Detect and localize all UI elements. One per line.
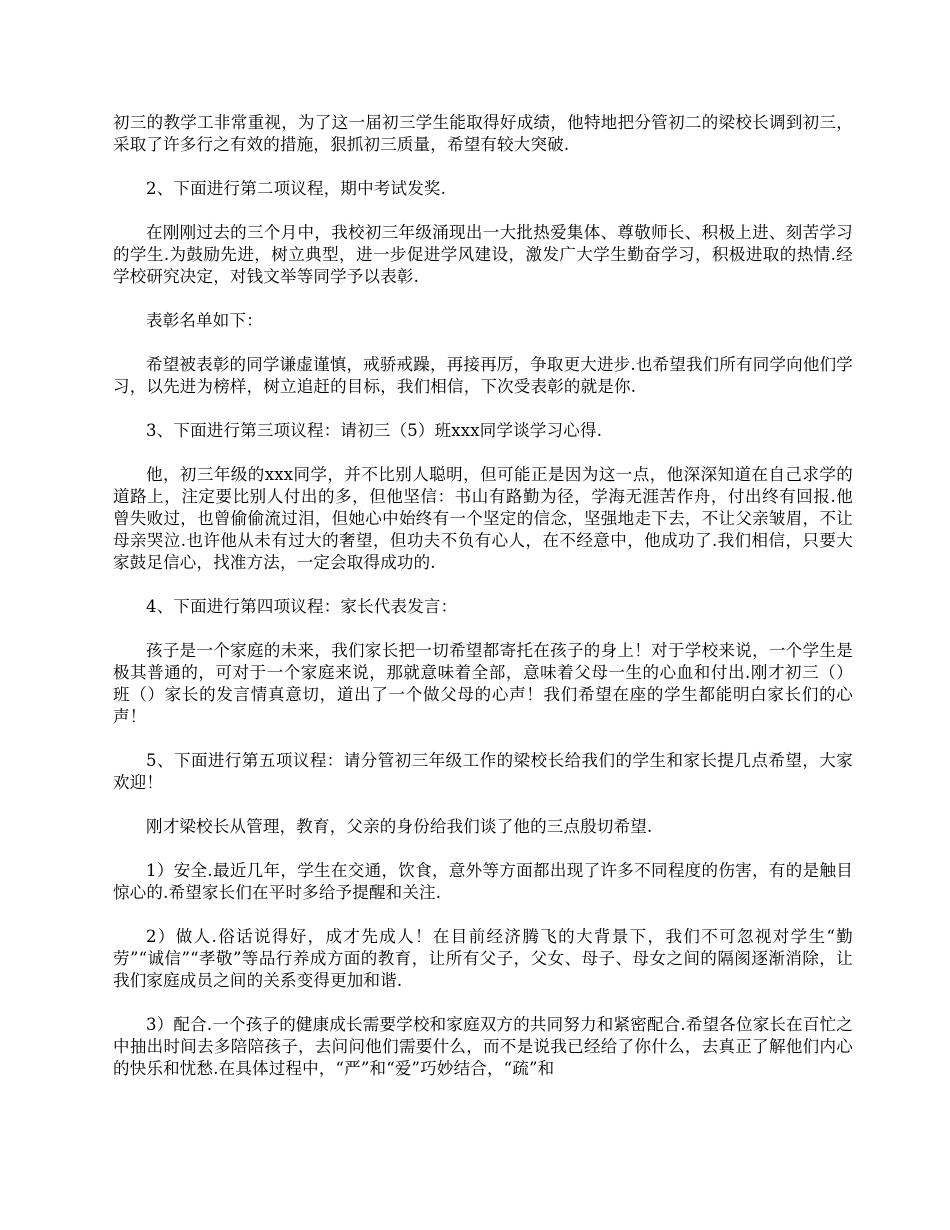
paragraph-principal-summary: 刚才梁校长从管理，教育，父亲的身份给我们谈了他的三点殷切希望. [146, 817, 653, 836]
paragraph-agenda-item-3: 3、下面进行第三项议程：请初三（5）班xxx同学谈学习心得. [146, 421, 603, 440]
paragraph-point-cooperation: 3）配合.一个孩子的健康成长需要学校和家庭双方的共同努力和紧密配合.希望各位家长在百忙之中抽出时间去多陪陪孩子，去问问他们需要什么，而不是说我已经给了你什么，去真正了解他们内心的快乐和忧愁.在具体过程中，“严”和“爱”巧妙结合，“疏”和 [113, 1015, 853, 1078]
paragraph-student-introduction: 他，初三年级的xxx同学，并不比别人聪明，但可能正是因为这一点，他深深知道在自己求学的道路上，注定要比别人付出的多，但他坚信：书山有路勤为径，学海无涯苦作舟，付出终有回报.他曾失败过，也曾偷偷流过泪，但她心中始终有一个坚定的信念，坚强地走下去，不让父亲皱眉，不让母亲哭泣.也许他从未有过大的奢望，但功夫不负有心人，在不经意中，他成功了.我们相信，只要大家鼓足信心，找准方法，一定会取得成功的. [113, 465, 853, 572]
paragraph-agenda-item-5: 5、下面进行第五项议程：请分管初三年级工作的梁校长给我们的学生和家长提几点希望，大家欢迎！ [113, 751, 853, 792]
paragraph-award-list-heading: 表彰名单如下： [146, 311, 263, 330]
paragraph-intro-continued: 初三的教学工非常重视，为了这一届初三学生能取得好成绩，他特地把分管初二的梁校长调到初三，采取了许多行之有效的措施，狠抓初三质量，希望有较大突破. [113, 113, 853, 154]
paragraph-award-intro: 在刚刚过去的三个月中，我校初三年级涌现出一大批热爱集体、尊敬师长、积极上进、刻苦学习的学生.为鼓励先进，树立典型，进一步促进学风建设，激发广大学生勤奋学习，积极进取的热情.经学校研究决定，对钱文举等同学予以表彰. [113, 223, 853, 286]
document-body [113, 112, 853, 1102]
paragraph-award-encouragement: 希望被表彰的同学谦虚谨慎，戒骄戒躁，再接再厉，争取更大进步.也希望我们所有同学向他们学习，以先进为榜样，树立追赶的目标，我们相信，下次受表彰的就是你. [113, 355, 853, 396]
paragraph-parent-remarks: 孩子是一个家庭的未来，我们家长把一切希望都寄托在孩子的身上！对于学校来说，一个学生是极其普通的，可对于一个家庭来说，那就意味着全部，意味着父母一生的心血和付出.刚才初三（）班（）家长的发言情真意切，道出了一个做父母的心声！我们希望在座的学生都能明白家长们的心声！ [113, 641, 853, 726]
paragraph-point-safety: 1）安全.最近几年，学生在交通，饮食，意外等方面都出现了许多不同程度的伤害，有的是触目惊心的.希望家长们在平时多给予提醒和关注. [113, 861, 853, 902]
paragraph-agenda-item-4: 4、下面进行第四项议程：家长代表发言： [146, 597, 458, 616]
paragraph-agenda-item-2: 2、下面进行第二项议程，期中考试发奖. [146, 179, 447, 198]
paragraph-point-character: 2）做人.俗话说得好，成才先成人！在目前经济腾飞的大背景下，我们不可忽视对学生“勤劳”“诚信”“孝敬”等品行养成方面的教育，让所有父子，父女、母子、母女之间的隔阂逐渐消除，让我们家庭成员之间的关系变得更加和谐. [113, 927, 853, 990]
